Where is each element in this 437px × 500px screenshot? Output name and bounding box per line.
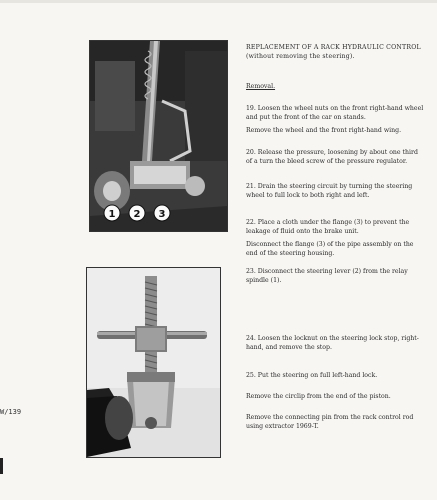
engine-bay-illustration xyxy=(90,41,227,231)
binding-mark xyxy=(0,458,3,474)
step-24: 24. Loosen the locknut on the steering lock stop, right-hand, and remove the stop. xyxy=(246,335,419,351)
callout-label-2: 2 xyxy=(133,209,141,220)
step-19: 19. Loosen the wheel nuts on the front right-hand wheel and put the front of the car on stands. xyxy=(246,105,424,121)
extractor-tool-photo xyxy=(86,267,221,458)
section-title: Removal. xyxy=(246,83,276,90)
top-edge xyxy=(0,0,437,3)
engine-bay-photo xyxy=(89,40,228,232)
remove-circlip-instruction: Remove the circlip from the end of the piston. xyxy=(246,393,391,400)
extractor-tool-illustration xyxy=(87,268,220,457)
step-20: 20. Release the pressure, loosening by about one third of a turn the bleed screw of the pressure regulator. xyxy=(246,149,418,165)
step-23: 23. Disconnect the steering lever (2) from the relay spindle (1). xyxy=(246,268,408,284)
callout-marker-3 xyxy=(154,205,170,221)
step-22: 22. Place a cloth under the flange (3) to prevent the leakage of fluid onto the brake unit. xyxy=(246,219,410,235)
callout-label-3: 3 xyxy=(158,209,166,220)
disconnect-flange-instruction: Disconnect the flange (3) of the pipe assembly on the end of the steering housing. xyxy=(246,241,414,257)
callout-label-1: 1 xyxy=(108,209,116,220)
callout-marker-2 xyxy=(129,205,145,221)
callout-marker-1 xyxy=(104,205,120,221)
remove-connecting-pin-instruction: Remove the connecting pin from the rack control rod using extractor 1969-T. xyxy=(246,414,414,430)
remove-wheel-instruction: Remove the wheel and the front right-hand wing. xyxy=(246,127,402,134)
step-21: 21. Drain the steering circuit by turning the steering wheel to full lock to both right and left. xyxy=(246,183,413,199)
document-heading: REPLACEMENT OF A RACK HYDRAULIC CONTROL (without removing the steering). xyxy=(246,44,421,60)
step-25: 25. Put the steering on full left-hand lock. xyxy=(246,372,378,379)
side-page-code: W/139 xyxy=(0,408,22,416)
